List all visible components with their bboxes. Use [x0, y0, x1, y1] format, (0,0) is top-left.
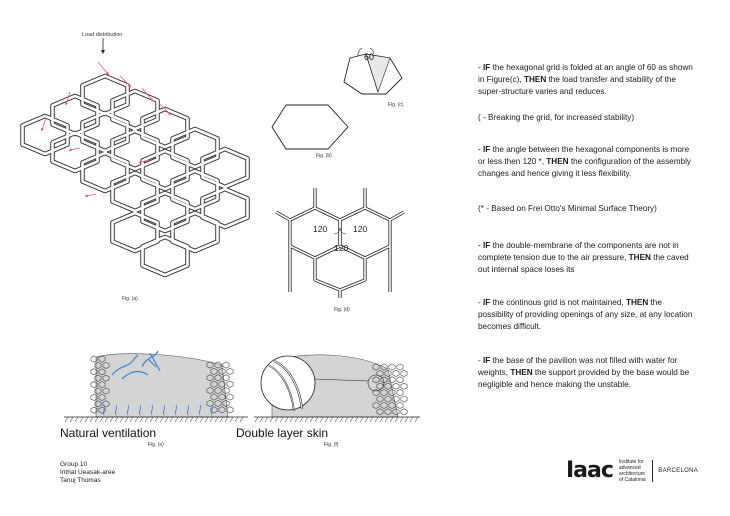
angle-120-right: 120: [353, 224, 368, 234]
iaac-institute-name: Institute for advanced architecture of Catalonia: [618, 458, 646, 483]
ground-hatch: [345, 417, 348, 422]
fig-a-caption: Fig. (a): [122, 296, 138, 302]
logo-divider: [652, 460, 653, 482]
ground-hatch: [185, 417, 188, 422]
group-credits: [60, 461, 115, 485]
hex-cell: [113, 131, 158, 169]
hex-cell: [203, 149, 248, 187]
lattice-cell: [397, 377, 403, 383]
group-member-1: Irithat Ueasak-aree: [60, 469, 116, 476]
hex-cell: [83, 113, 128, 151]
ground-hatch: [125, 417, 128, 422]
rule-4: - IF the continous grid is not maintained, THEN the possibility of providing openings of any size, at any location becomes difficult.: [478, 298, 693, 331]
lattice-cell: [401, 409, 407, 415]
ground-hatch: [230, 417, 233, 422]
ground-hatch: [205, 417, 208, 422]
ground-hatch: [105, 417, 108, 422]
rule-1: - IF the hexagonal grid is folded at an angle of 60 as shown in Figure(c), THEN the load transfer and stability of the super-structure varies and reduces.: [478, 63, 693, 96]
load-arrow: [42, 118, 46, 130]
hex-cell: [113, 173, 158, 211]
ground-hatch: [195, 417, 198, 422]
lattice-cell: [227, 407, 233, 413]
fig-e-section: [60, 345, 250, 425]
ground-hatch: [325, 417, 328, 422]
ground-hatch: [370, 417, 373, 422]
ground-hatch: [140, 417, 143, 422]
rule-2: - IF the angle between the hexagonal components is more or less then 120 *, THEN the configuration of the assembly changes and hence giving it less flexibility.: [478, 145, 692, 178]
fig-e-caption: Fig. (e): [148, 442, 164, 448]
ground-hatch: [380, 417, 383, 422]
ground-hatch: [330, 417, 333, 422]
lattice-cell: [401, 396, 407, 402]
group-name: Group 10: [60, 461, 88, 468]
ground-hatch: [335, 417, 338, 422]
ground-hatch: [340, 417, 343, 422]
fig-f-section: [248, 345, 423, 425]
ground-hatch: [315, 417, 318, 422]
ground-hatch: [210, 417, 213, 422]
hex-cell: [173, 129, 218, 167]
ground-hatch: [295, 417, 298, 422]
ground-hatch: [145, 417, 148, 422]
ground-hatch: [115, 417, 118, 422]
ground-hatch: [260, 417, 263, 422]
ground-hatch: [375, 417, 378, 422]
angle-60-label: 60: [364, 52, 375, 62]
ground-hatch: [95, 417, 98, 422]
ground-hatch: [355, 417, 358, 422]
fig-f-caption: Fig. (f): [324, 442, 339, 448]
rule-1-note: ( - Breaking the grid, for increased stability): [478, 113, 635, 122]
ground-hatch: [350, 417, 353, 422]
ground-hatch: [390, 417, 393, 422]
ground-hatch: [305, 417, 308, 422]
ground-hatch: [275, 417, 278, 422]
iaac-city: BARCELONA: [658, 467, 699, 474]
lattice-cell: [389, 364, 395, 370]
ground-hatch: [365, 417, 368, 422]
ground-hatch: [310, 417, 313, 422]
fig-a-hex-grid: [0, 0, 260, 300]
hex-cell: [143, 237, 188, 275]
angle-120-left: 120: [313, 224, 328, 234]
ground-hatch: [70, 417, 73, 422]
load-arrow: [86, 194, 96, 196]
ground-hatch: [400, 417, 403, 422]
ground-hatch: [320, 417, 323, 422]
ground-hatch: [130, 417, 133, 422]
ground-hatch: [100, 417, 103, 422]
ground-hatch: [405, 417, 408, 422]
group-member-2: Tanuj Thomas: [60, 477, 101, 484]
ground-hatch: [110, 417, 113, 422]
ground-hatch: [415, 417, 418, 422]
ground-hatch: [220, 417, 223, 422]
ground-hatch: [235, 417, 238, 422]
ground-hatch: [215, 417, 218, 422]
ground-hatch: [190, 417, 193, 422]
hex-cell: [113, 213, 158, 251]
lattice-cell: [401, 370, 407, 376]
fig-d-junction: [270, 180, 410, 300]
ground-hatch: [285, 417, 288, 422]
fig-b-caption: Fig. (b): [316, 153, 332, 159]
ground-hatch: [300, 417, 303, 422]
lattice-cell: [227, 381, 233, 387]
hex-cell: [173, 213, 218, 251]
iaac-logo: [566, 458, 698, 483]
rule-5: - IF the base of the pavilion was not filled with water for weights, THEN the support provided by the base would be negligible and hence making the unstable.: [478, 356, 690, 389]
ground-hatch: [160, 417, 163, 422]
ground-hatch: [410, 417, 413, 422]
hex-cell: [143, 151, 188, 189]
iaac-logo-mark: Iaac: [566, 458, 613, 483]
ground-hatch: [265, 417, 268, 422]
hex-cell: [83, 153, 128, 191]
lattice-cell: [227, 368, 233, 374]
fig-d-caption: Fig. (d): [334, 307, 350, 313]
fig-c-caption: Fig. (c): [388, 102, 404, 108]
hex-cell: [173, 171, 218, 209]
hex-cell: [53, 96, 98, 134]
ground-hatch: [175, 417, 178, 422]
ground-hatch: [280, 417, 283, 422]
lattice-cell: [227, 394, 233, 400]
ground-hatch: [90, 417, 93, 422]
lattice-cell: [393, 370, 399, 376]
ground-hatch: [290, 417, 293, 422]
hex-cell: [53, 133, 98, 171]
lattice-cell: [397, 390, 403, 396]
ground-hatch: [255, 417, 258, 422]
ground-hatch: [65, 417, 68, 422]
ground-hatch: [135, 417, 138, 422]
double-layer-skin-title: Double layer skin: [236, 426, 329, 440]
ground-hatch: [120, 417, 123, 422]
ground-hatch: [150, 417, 153, 422]
ground-hatch: [395, 417, 398, 422]
ground-hatch: [225, 417, 228, 422]
lattice-cell: [223, 362, 229, 368]
ground-hatch: [180, 417, 183, 422]
load-distribution-label: Load distribution: [82, 32, 123, 38]
fig-b-hexagon: [268, 100, 358, 155]
hex-cell: [143, 109, 188, 147]
ground-hatch: [360, 417, 363, 422]
rule-2-note: (* - Based on Frei Otto's Minimal Surface Theory): [478, 204, 657, 213]
ground-hatch: [240, 417, 243, 422]
ground-hatch: [85, 417, 88, 422]
ground-hatch: [385, 417, 388, 422]
ground-hatch: [200, 417, 203, 422]
ground-hatch: [75, 417, 78, 422]
lattice-cell: [397, 402, 403, 408]
ground-hatch: [270, 417, 273, 422]
ground-hatch: [80, 417, 83, 422]
angle-120-bottom: 120: [334, 243, 349, 253]
lattice-cell: [397, 364, 403, 370]
lattice-cell: [401, 383, 407, 389]
ground-hatch: [165, 417, 168, 422]
hex-cell: [143, 193, 188, 231]
rule-3: - IF the double-membrane of the components are not in complete tension due to the air pressure, THEN the caved out internal space loses its: [478, 241, 689, 274]
load-arrow: [98, 62, 108, 74]
load-arrow: [70, 148, 80, 150]
lattice-cell: [223, 375, 229, 381]
hex-cell: [203, 189, 248, 227]
lattice-cell: [393, 383, 399, 389]
ground-hatch: [155, 417, 158, 422]
natural-ventilation-title: Natural ventilation: [60, 426, 157, 440]
ground-hatch: [170, 417, 173, 422]
